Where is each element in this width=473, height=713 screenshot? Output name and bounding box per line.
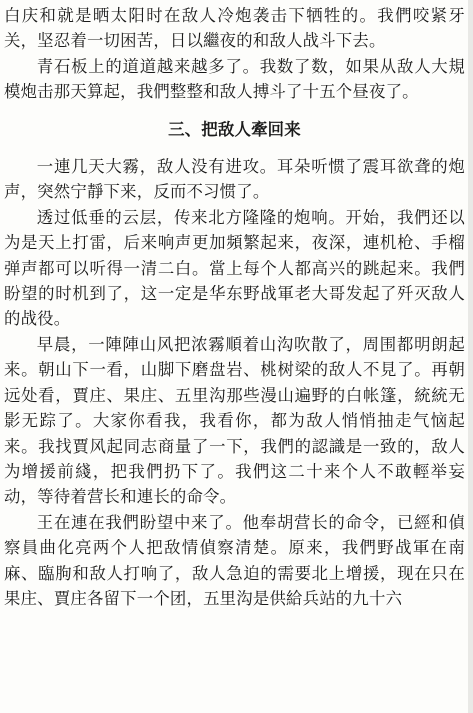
paragraph-5: 早晨，一陣陣山风把浓霧順着山沟吹散了，周围都明朗起来。朝山下一看，山脚下磨盘岩、桃树梁的敌人不見了。再朝远处看，賈庄、果庄、五里沟那些漫山遍野的白帐篷，統統无影无踪了。大家你看我，我看你，都为敌人悄悄抽走气恼起来。我找賈风起同志商量了一下，我們的認識是一致的，敌人为增援前綫，把我們扔下了。我們这二十来个人不敢輕举妄动，等待着营长和連长的命令。 (4, 334, 465, 507)
section-heading: 三、把敌人牽回来 (168, 119, 301, 139)
paragraph-6: 王在連在我們盼望中来了。他奉胡营长的命令，已經和偵察員曲化亮两个人把敌情偵察清楚。原来，我們野战軍在南麻、臨朐和敌人打响了，敌人急迫的需要北上增援，现在只在果庄、賈庄各留下一个团，五里沟是供給兵站的九十六 (4, 512, 465, 608)
page-edge-shadow (468, 0, 473, 713)
paragraph-2: 青石板上的道道越来越多了。我数了数，如果从敌人大規模炮击那天算起，我們整整和敌人搏斗了十五个昼夜了。 (4, 56, 465, 102)
paragraph-4: 透过低垂的云层，传来北方隆隆的炮响。开始，我們还以为是天上打雷，后来响声更加頻繁起来，夜深，連机枪、手榴弹声都可以听得一清二白。當上每个人都高兴的跳起来。我們盼望的时机到了，这一定是华东野战軍老大哥发起了歼灭敌人的战役。 (4, 207, 465, 329)
paragraph-3: 一連几天大霧，敌人没有进攻。耳朵听惯了震耳欲聋的炮声，突然宁靜下来，反而不习惯了。 (4, 157, 465, 202)
paragraph-1: 白庆和就是晒太阳时在敌人冷炮袭击下牺牲的。我們咬紧牙关，坚忍着一切困苦，日以繼夜的和敌人战斗下去。 (4, 6, 465, 51)
